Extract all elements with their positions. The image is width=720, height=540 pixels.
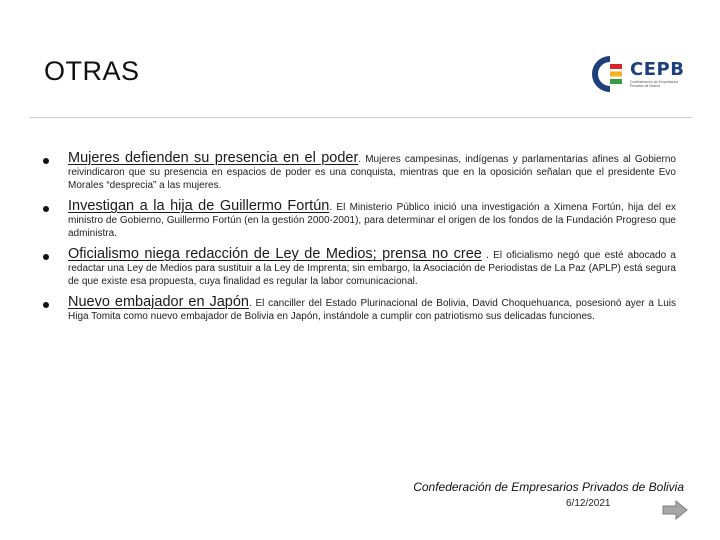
title-divider [30, 117, 692, 118]
list-item [40, 248, 676, 288]
slide-title: OTRAS [44, 56, 140, 86]
bullet-icon [43, 302, 49, 308]
item-paragraph [68, 152, 676, 192]
news-summary: . El oficialismo negó que esté abocado a redactar una Ley de Medios para sustituir a la Ley de Imprenta; sin embargo, la Asociación de Periodistas de La Paz (APLP) está segura de que existe esa propuesta, cuya finalidad es regular la labor comunicacional. [68, 250, 676, 287]
logo-text: CEPB [630, 59, 685, 80]
news-list [40, 152, 676, 331]
cepb-logo [592, 56, 684, 92]
footer-organization: Confederación de Empresarios Privados de Bolivia [413, 480, 684, 494]
logo-subtitle: Confederación de Empresarios Privados de Bolivia [630, 80, 679, 88]
arrow-right-icon [662, 500, 688, 520]
news-headline-link[interactable]: Nuevo embajador en Japón [68, 294, 249, 310]
news-summary: . Mujeres campesinas, indígenas y parlamentarias afines al Gobierno reivindicaron que su presencia en espacios de poder es una conquista, mientras que en la oposición señalan que el presidente Evo Morales “desprecia” a las mujeres. [68, 154, 676, 191]
news-headline-link[interactable]: Investigan a la hija de Guillermo Fortún [68, 198, 330, 214]
news-headline-link[interactable]: Oficialismo niega redacción de Ley de Medios; prensa no cree [68, 246, 482, 262]
list-item [40, 152, 676, 192]
next-slide-button[interactable] [662, 500, 688, 520]
bullet-icon [43, 158, 49, 164]
bullet-icon [43, 254, 49, 260]
item-paragraph [68, 200, 676, 240]
cepb-logo-icon [592, 56, 628, 92]
bullet-icon [43, 206, 49, 212]
list-item [40, 200, 676, 240]
news-summary: . El Ministerio Público inició una investigación a Ximena Fortún, hija del ex ministro de Gobierno, Guillermo Fortún (en la gestión 2000-2001), para determinar el origen de los fondos de la Fundación Progreso que administra. [68, 202, 676, 239]
list-item [40, 296, 676, 323]
news-headline-link[interactable]: Mujeres defienden su presencia en el poder [68, 150, 359, 166]
news-summary: . El canciller del Estado Plurinacional de Bolivia, David Choquehuanca, posesionó ayer a Luis Higa Tomita como nuevo embajador de Bolivia en Japón, instándole a cumplir con patriotismo sus delicadas funciones. [68, 298, 676, 322]
item-paragraph [68, 296, 676, 323]
footer-date: 6/12/2021 [566, 498, 611, 509]
item-paragraph [68, 248, 676, 288]
